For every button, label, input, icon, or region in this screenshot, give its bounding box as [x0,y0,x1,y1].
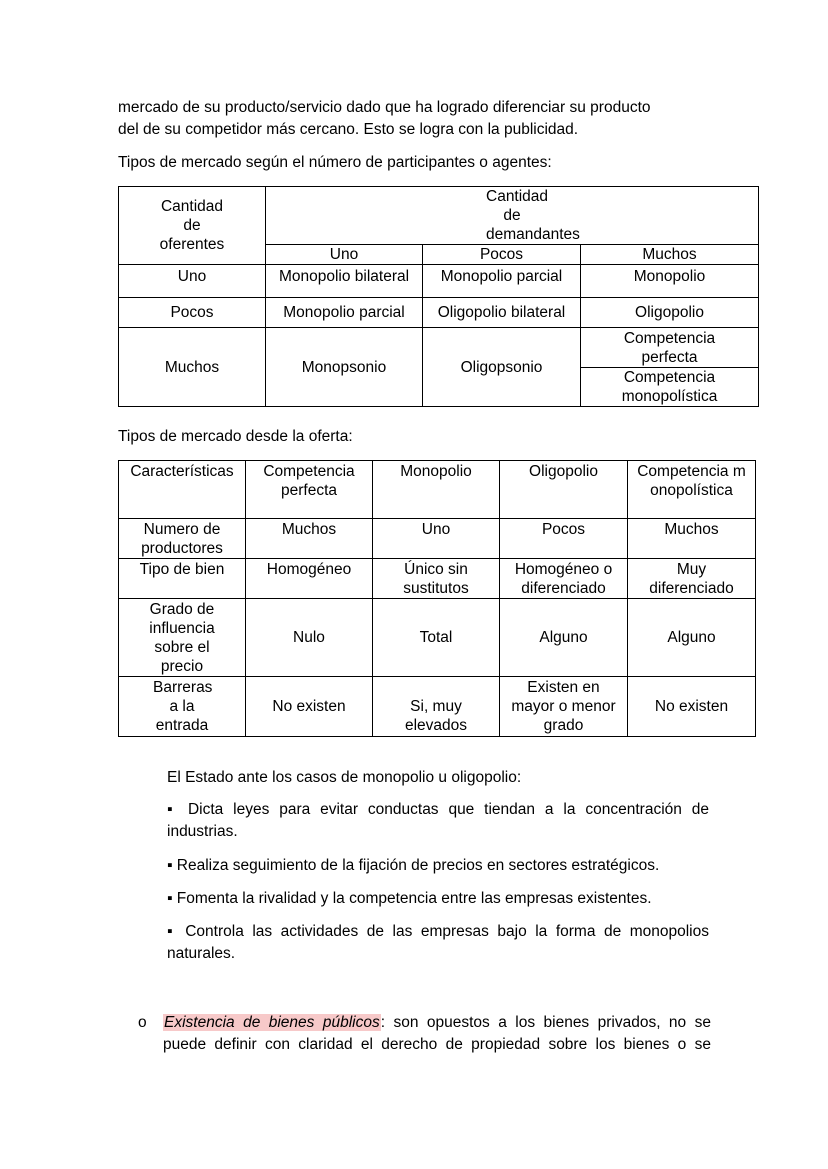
table1-row-label: Muchos [119,328,266,407]
table2-header: Monopolio [373,461,500,519]
table2-header: Oligopolio [500,461,628,519]
table1-cell: Competencia perfecta [581,328,759,368]
table1-group-header: Cantidad de demandantes [266,187,759,245]
table2-row-label: Grado de influencia sobre el precio [119,599,246,677]
table1-cell: Monopolio parcial [266,298,423,328]
table2-header: Características [119,461,246,519]
list-marker: o [138,1014,147,1031]
table1-cell: Oligopolio [581,298,759,328]
table1-cell: Monopolio bilateral [266,265,423,298]
table2-cell: No existen [628,677,756,737]
table2-cell: No existen [246,677,373,737]
bienes-line-2: puede definir con claridad el derecho de propiedad sobre los bienes o se [163,1036,711,1053]
table2-row-label: Tipo de bien [119,559,246,599]
table1-caption: Tipos de mercado según el número de participantes o agentes: [118,154,552,171]
table1-cell: Oligopsonio [423,328,581,407]
table2-cell: Si, muy elevados [373,677,500,737]
bienes-line-1 [163,1012,711,1034]
table2-row-label: Numero de productores [119,519,246,559]
bienes-line-1-rest: : son opuestos a los bienes privados, no se [380,1014,711,1031]
intro-line-1: mercado de su producto/servicio dado que ha logrado diferenciar su producto [118,99,651,116]
estado-bullet: ▪ Realiza seguimiento de la fijación de precios en sectores estratégicos. [167,857,660,874]
table1-row-label: Uno [119,265,266,298]
intro-line-2: del de su competidor más cercano. Esto se logra con la publicidad. [118,121,579,138]
market-participants-table [118,186,759,407]
table1-cell: Oligopolio bilateral [423,298,581,328]
estado-bullet: ▪ Dicta leyes para evitar conductas que tiendan a la concentración de industrias. [167,801,709,840]
table2-caption: Tipos de mercado desde la oferta: [118,428,353,445]
table2-cell: Muchos [246,519,373,559]
estado-bullet: ▪ Controla las actividades de las empresas bajo la forma de monopolios naturales. [167,923,709,962]
table1-corner-header: Cantidad de oferentes [119,187,266,265]
table1-col-header: Muchos [581,245,759,265]
table1-col-header: Pocos [423,245,581,265]
table2-cell: Alguno [500,599,628,677]
table1-col-header: Uno [266,245,423,265]
table2-cell: Pocos [500,519,628,559]
table2-cell: Total [373,599,500,677]
table2-cell: Homogéneo [246,559,373,599]
table1-row-label: Pocos [119,298,266,328]
table2-header: Competencia perfecta [246,461,373,519]
table2-row-label: Barreras a la entrada [119,677,246,737]
table1-cell: Monopsonio [266,328,423,407]
table1-cell: Monopolio parcial [423,265,581,298]
table1-cell: Competencia monopolística [581,368,759,407]
table2-cell: Nulo [246,599,373,677]
estado-bullet: ▪ Fomenta la rivalidad y la competencia entre las empresas existentes. [167,890,652,907]
table2-cell: Muy diferenciado [628,559,756,599]
table2-cell: Alguno [628,599,756,677]
market-supply-table [118,460,756,737]
table2-cell: Único sin sustitutos [373,559,500,599]
table2-header: Competencia monopolística [628,461,756,519]
table2-cell: Muchos [628,519,756,559]
estado-heading: El Estado ante los casos de monopolio u oligopolio: [167,769,522,786]
highlighted-term: Existencia de bienes públicos [164,1014,380,1031]
table2-cell: Uno [373,519,500,559]
table1-cell: Monopolio [581,265,759,298]
table2-cell: Homogéneo o diferenciado [500,559,628,599]
table2-cell: Existen en mayor o menor grado [500,677,628,737]
